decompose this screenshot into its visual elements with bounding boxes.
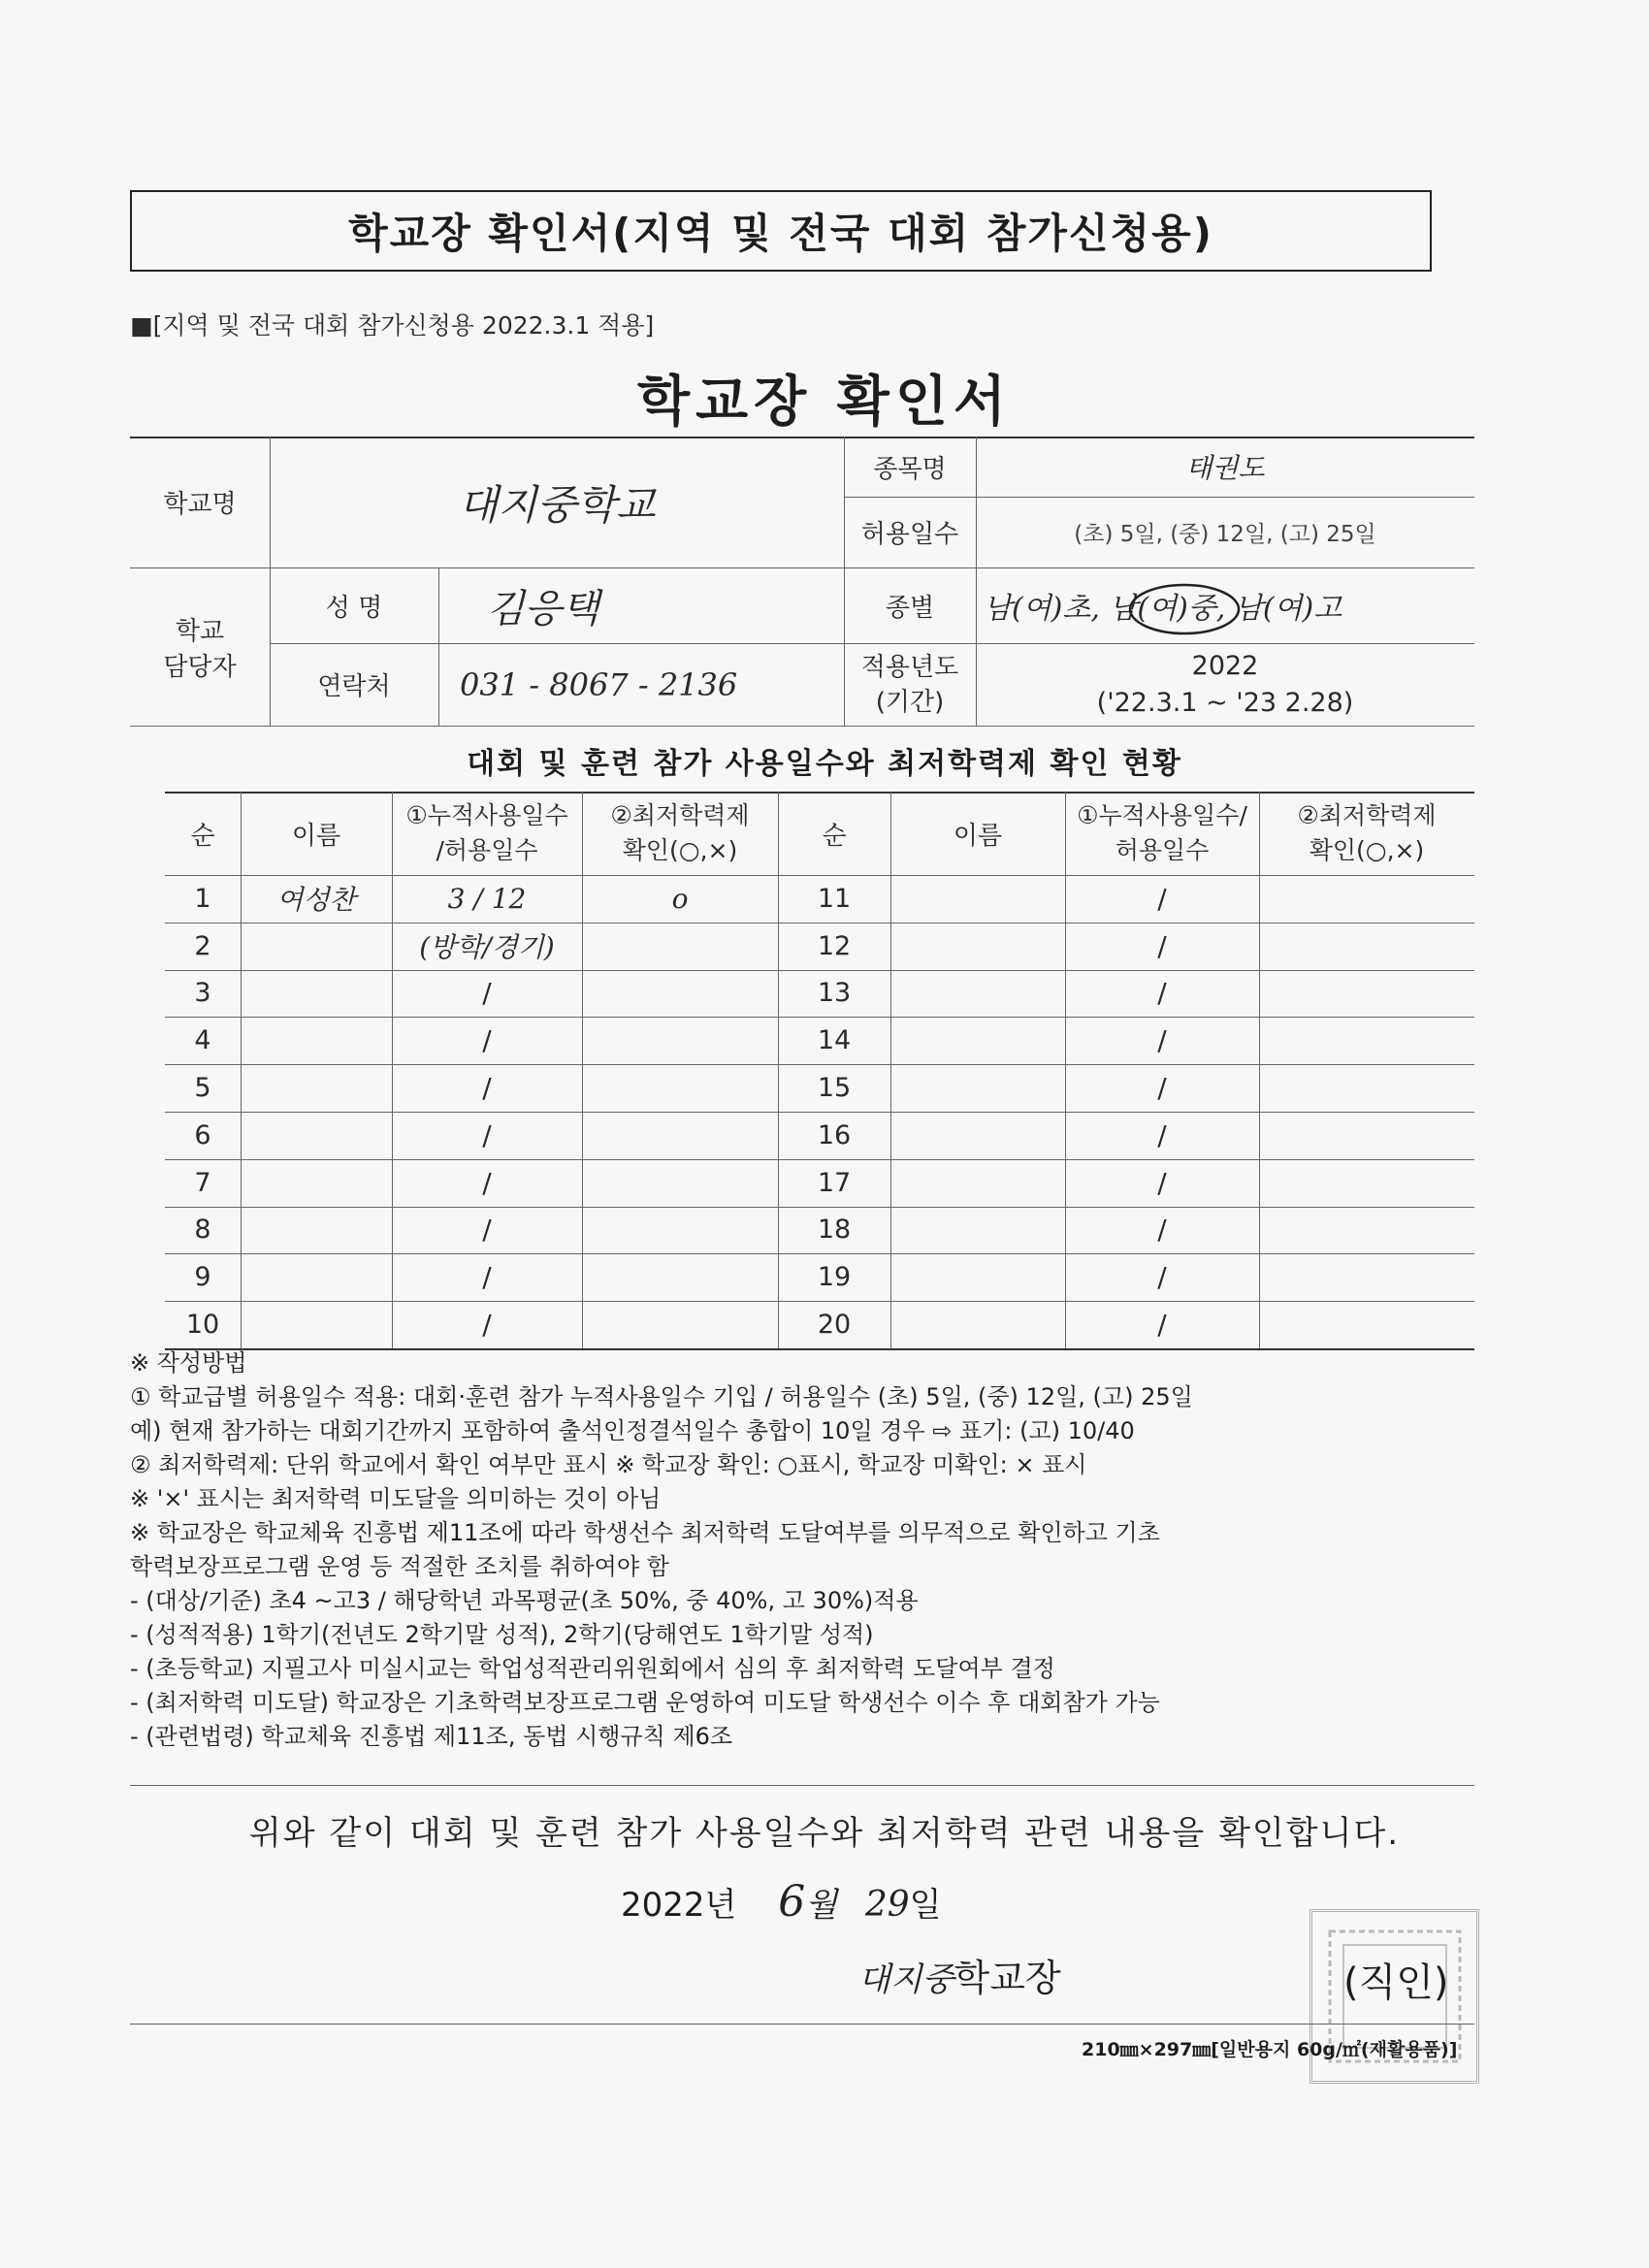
gender-value: 남(여)초, 남(여)중, 남(여)고	[984, 592, 1342, 626]
cell-name	[241, 970, 392, 1018]
period-value	[976, 643, 1474, 726]
cell-check	[1259, 1112, 1474, 1159]
period-label-line-2: (기간)	[875, 687, 945, 717]
cell-check	[582, 923, 778, 970]
instruction-line: ※ 작성방법	[130, 1349, 247, 1377]
circle-mark-icon	[1125, 580, 1244, 638]
header-days-right-line-2: 허용일수	[1115, 836, 1210, 864]
principal-school: 대지중	[858, 1960, 954, 1999]
header-days-left	[392, 792, 582, 875]
cell-no: 6	[194, 1119, 211, 1150]
header-check-left	[582, 792, 778, 875]
header-check-right-line-2: 확인(○,×)	[1309, 836, 1425, 864]
date-day-unit: 일	[909, 1886, 942, 1925]
seal-label: (직인)	[1343, 1960, 1449, 2005]
cell-no: 17	[817, 1167, 852, 1198]
cell-name	[890, 1112, 1065, 1159]
date-month: 6	[778, 1877, 806, 1927]
cell-no: 20	[817, 1310, 852, 1341]
cell-check	[582, 1253, 778, 1301]
cell-no: 5	[194, 1073, 211, 1104]
date-day: 29	[864, 1885, 910, 1925]
date-year: 2022년	[621, 1886, 737, 1925]
cell-no: 11	[817, 883, 852, 914]
cell-days: /	[482, 1024, 492, 1057]
cell-name	[890, 1159, 1065, 1207]
cell-check	[1259, 875, 1474, 923]
cell-check	[582, 1301, 778, 1348]
date-month-unit: 월	[805, 1886, 838, 1925]
instruction-line: - (대상/기준) 초4 ~고3 / 해당학년 과목평균(초 50%, 중 40%, 고 30%)적용	[130, 1587, 919, 1614]
cell-days: /	[482, 1072, 492, 1105]
info-line	[130, 726, 1474, 727]
cell-no: 8	[194, 1215, 211, 1246]
cell-days: /	[482, 1309, 492, 1342]
manager-label-line-2: 담당자	[163, 652, 237, 682]
cell-name	[241, 1159, 392, 1207]
manager-label	[130, 567, 270, 726]
cell-no: 19	[817, 1262, 852, 1293]
cell-days: /	[1157, 1118, 1167, 1151]
cell-name	[890, 1253, 1065, 1301]
cell-name	[241, 923, 392, 970]
cell-days: /	[1157, 1309, 1167, 1342]
principal-title: 학교장	[954, 1957, 1061, 1999]
usage-table-title: 대회 및 훈련 참가 사용일수와 최저학력제 확인 현황	[467, 747, 1182, 781]
instruction-line: ① 학교급별 허용일수 적용: 대회·훈련 참가 누적사용일수 기입 / 허용일수 (초) 5일, (중) 12일, (고) 25일	[130, 1383, 1193, 1410]
header-check-right	[1259, 792, 1474, 875]
cell-name	[890, 875, 1065, 923]
instruction-line: ※ 학교장은 학교체육 진흥법 제11조에 따라 학생선수 최저학력 도달여부를 의무적으로 확인하고 기초	[130, 1519, 1160, 1546]
header-name-right: 이름	[953, 821, 1003, 851]
header-check-left-line-2: 확인(○,×)	[622, 836, 738, 864]
cell-check	[1259, 1064, 1474, 1112]
period-label	[844, 643, 976, 726]
instruction-line: - (최저학력 미도달) 학교장은 기초학력보장프로그램 운영하여 미도달 학생선수 이수 후 대회참가 가능	[130, 1689, 1160, 1716]
cell-check	[582, 1017, 778, 1064]
cell-name	[890, 923, 1065, 970]
instruction-line: 학력보장프로그램 운영 등 적절한 조치를 취하여야 함	[130, 1553, 669, 1580]
school-name-label: 학교명	[163, 490, 237, 519]
cell-no: 1	[194, 883, 211, 914]
header-name-left: 이름	[291, 821, 341, 851]
cell-no: 14	[817, 1025, 852, 1056]
cell-no: 3	[194, 978, 211, 1009]
cell-check	[582, 1112, 778, 1159]
manager-label-line-1: 학교	[175, 616, 225, 646]
cell-days: /	[1157, 1214, 1167, 1247]
cell-days: 3 / 12	[447, 882, 527, 915]
header-no-left: 순	[190, 821, 215, 851]
cell-days: (방학/경기)	[419, 931, 555, 964]
cell-days: /	[482, 977, 492, 1010]
cell-days: /	[1157, 1166, 1167, 1199]
allowed-days-label: 허용일수	[860, 520, 959, 549]
header-no-right: 순	[822, 821, 847, 851]
cell-no: 10	[185, 1310, 220, 1341]
confirmation-statement: 위와 같이 대회 및 훈련 참가 사용일수와 최저학력 관련 내용을 확인합니다.	[248, 1814, 1401, 1853]
notes-bottom-border	[130, 1785, 1474, 1786]
cell-no: 18	[817, 1215, 852, 1246]
header-days-left-line-1: ①누적사용일수	[405, 801, 568, 829]
cell-check	[582, 1064, 778, 1112]
period-label-line-1: 적용년도	[860, 652, 959, 682]
cell-name	[890, 1017, 1065, 1064]
cell-name	[890, 970, 1065, 1018]
cell-no: 2	[194, 930, 211, 961]
instruction-line: - (관련법령) 학교체육 진흥법 제11조, 동법 시행규칙 제6조	[130, 1723, 733, 1750]
cell-check	[1259, 1253, 1474, 1301]
cell-no: 15	[817, 1073, 852, 1104]
cell-check	[582, 970, 778, 1018]
contact-value: 031 - 8067 - 2136	[460, 665, 738, 703]
cell-check	[1259, 1159, 1474, 1207]
cell-check	[1259, 923, 1474, 970]
period-range: ('22.3.1 ~ '23 2.28)	[1096, 687, 1354, 718]
document-title: 학교장 확인서(지역 및 전국 대회 참가신청용)	[348, 210, 1213, 257]
paper-spec: 210㎜×297㎜[일반용지 60g/㎡(재활용품)]	[1082, 2039, 1458, 2060]
cell-no: 4	[194, 1025, 211, 1056]
period-year: 2022	[1191, 650, 1259, 681]
cell-days: /	[1157, 1072, 1167, 1105]
school-name-value: 대지중학교	[458, 480, 656, 529]
cell-days: /	[1157, 1024, 1167, 1057]
cell-name: 여성찬	[276, 884, 356, 917]
contact-label: 연락처	[317, 672, 391, 701]
footer-border	[130, 2024, 1474, 2025]
cell-check	[582, 1159, 778, 1207]
cell-no: 13	[817, 978, 852, 1009]
cell-no: 16	[817, 1119, 852, 1150]
cell-check	[1259, 1017, 1474, 1064]
cell-no: 9	[194, 1262, 211, 1293]
cell-check	[1259, 1207, 1474, 1254]
cell-no: 12	[817, 930, 852, 961]
cell-days: /	[482, 1118, 492, 1151]
application-note: ■[지역 및 전국 대회 참가신청용 2022.3.1 적용]	[130, 311, 655, 340]
header-days-right	[1065, 792, 1259, 875]
event-label: 종목명	[873, 454, 947, 484]
cell-days: /	[1157, 977, 1167, 1010]
date-line	[621, 1877, 942, 1927]
instruction-line: - (성적적용) 1학기(전년도 2학기말 성적), 2학기(당해연도 1학기말 성적)	[130, 1621, 874, 1648]
gender-label: 종별	[885, 593, 935, 623]
cell-days: /	[482, 1166, 492, 1199]
instruction-line: ② 최저학력제: 단위 학교에서 확인 여부만 표시 ※ 학교장 확인: ○표시, 학교장 미확인: × 표시	[130, 1451, 1087, 1478]
allowed-days-value: (초) 5일, (중) 12일, (고) 25일	[1074, 522, 1376, 547]
cell-check: o	[671, 882, 689, 915]
cell-check	[582, 1207, 778, 1254]
cell-name	[890, 1207, 1065, 1254]
instruction-line: ※ '×' 표시는 최저학력 미도달을 의미하는 것이 아님	[130, 1485, 662, 1512]
cell-check	[1259, 970, 1474, 1018]
cell-name	[241, 1253, 392, 1301]
manager-name-value: 김응택	[487, 586, 599, 632]
cell-days: /	[1157, 1261, 1167, 1294]
principal-line	[858, 1948, 1061, 2001]
instruction-line: - (초등학교) 지필고사 미실시교는 학업성적관리위원회에서 심의 후 최저학력 도달여부 결정	[130, 1655, 1055, 1682]
cell-name	[241, 1207, 392, 1254]
cell-name	[890, 1064, 1065, 1112]
cell-name	[241, 1064, 392, 1112]
cell-name	[241, 1301, 392, 1348]
cell-no: 7	[194, 1167, 211, 1198]
cell-days: /	[1157, 882, 1167, 915]
cell-name	[890, 1301, 1065, 1348]
cell-days: /	[1157, 929, 1167, 962]
header-check-right-line-1: ②최저학력제	[1297, 801, 1437, 829]
name-label: 성 명	[325, 593, 383, 623]
cell-check	[1259, 1301, 1474, 1348]
instructions	[130, 1346, 1527, 1754]
header-days-right-line-1: ①누적사용일수/	[1077, 801, 1247, 829]
main-title: 학교장 확인서	[636, 371, 1013, 434]
header-days-left-line-2: /허용일수	[436, 836, 538, 864]
event-value: 태권도	[1185, 452, 1265, 484]
cell-days: /	[482, 1214, 492, 1247]
cell-days: /	[482, 1261, 492, 1294]
document-title-box	[130, 190, 1432, 272]
cell-name	[241, 1112, 392, 1159]
cell-name	[241, 1017, 392, 1064]
header-check-left-line-1: ②최저학력제	[610, 801, 750, 829]
instruction-line: 예) 현재 참가하는 대회기간까지 포함하여 출석인정결석일수 총합이 10일 경우 ⇨ 표기: (고) 10/40	[130, 1417, 1135, 1444]
